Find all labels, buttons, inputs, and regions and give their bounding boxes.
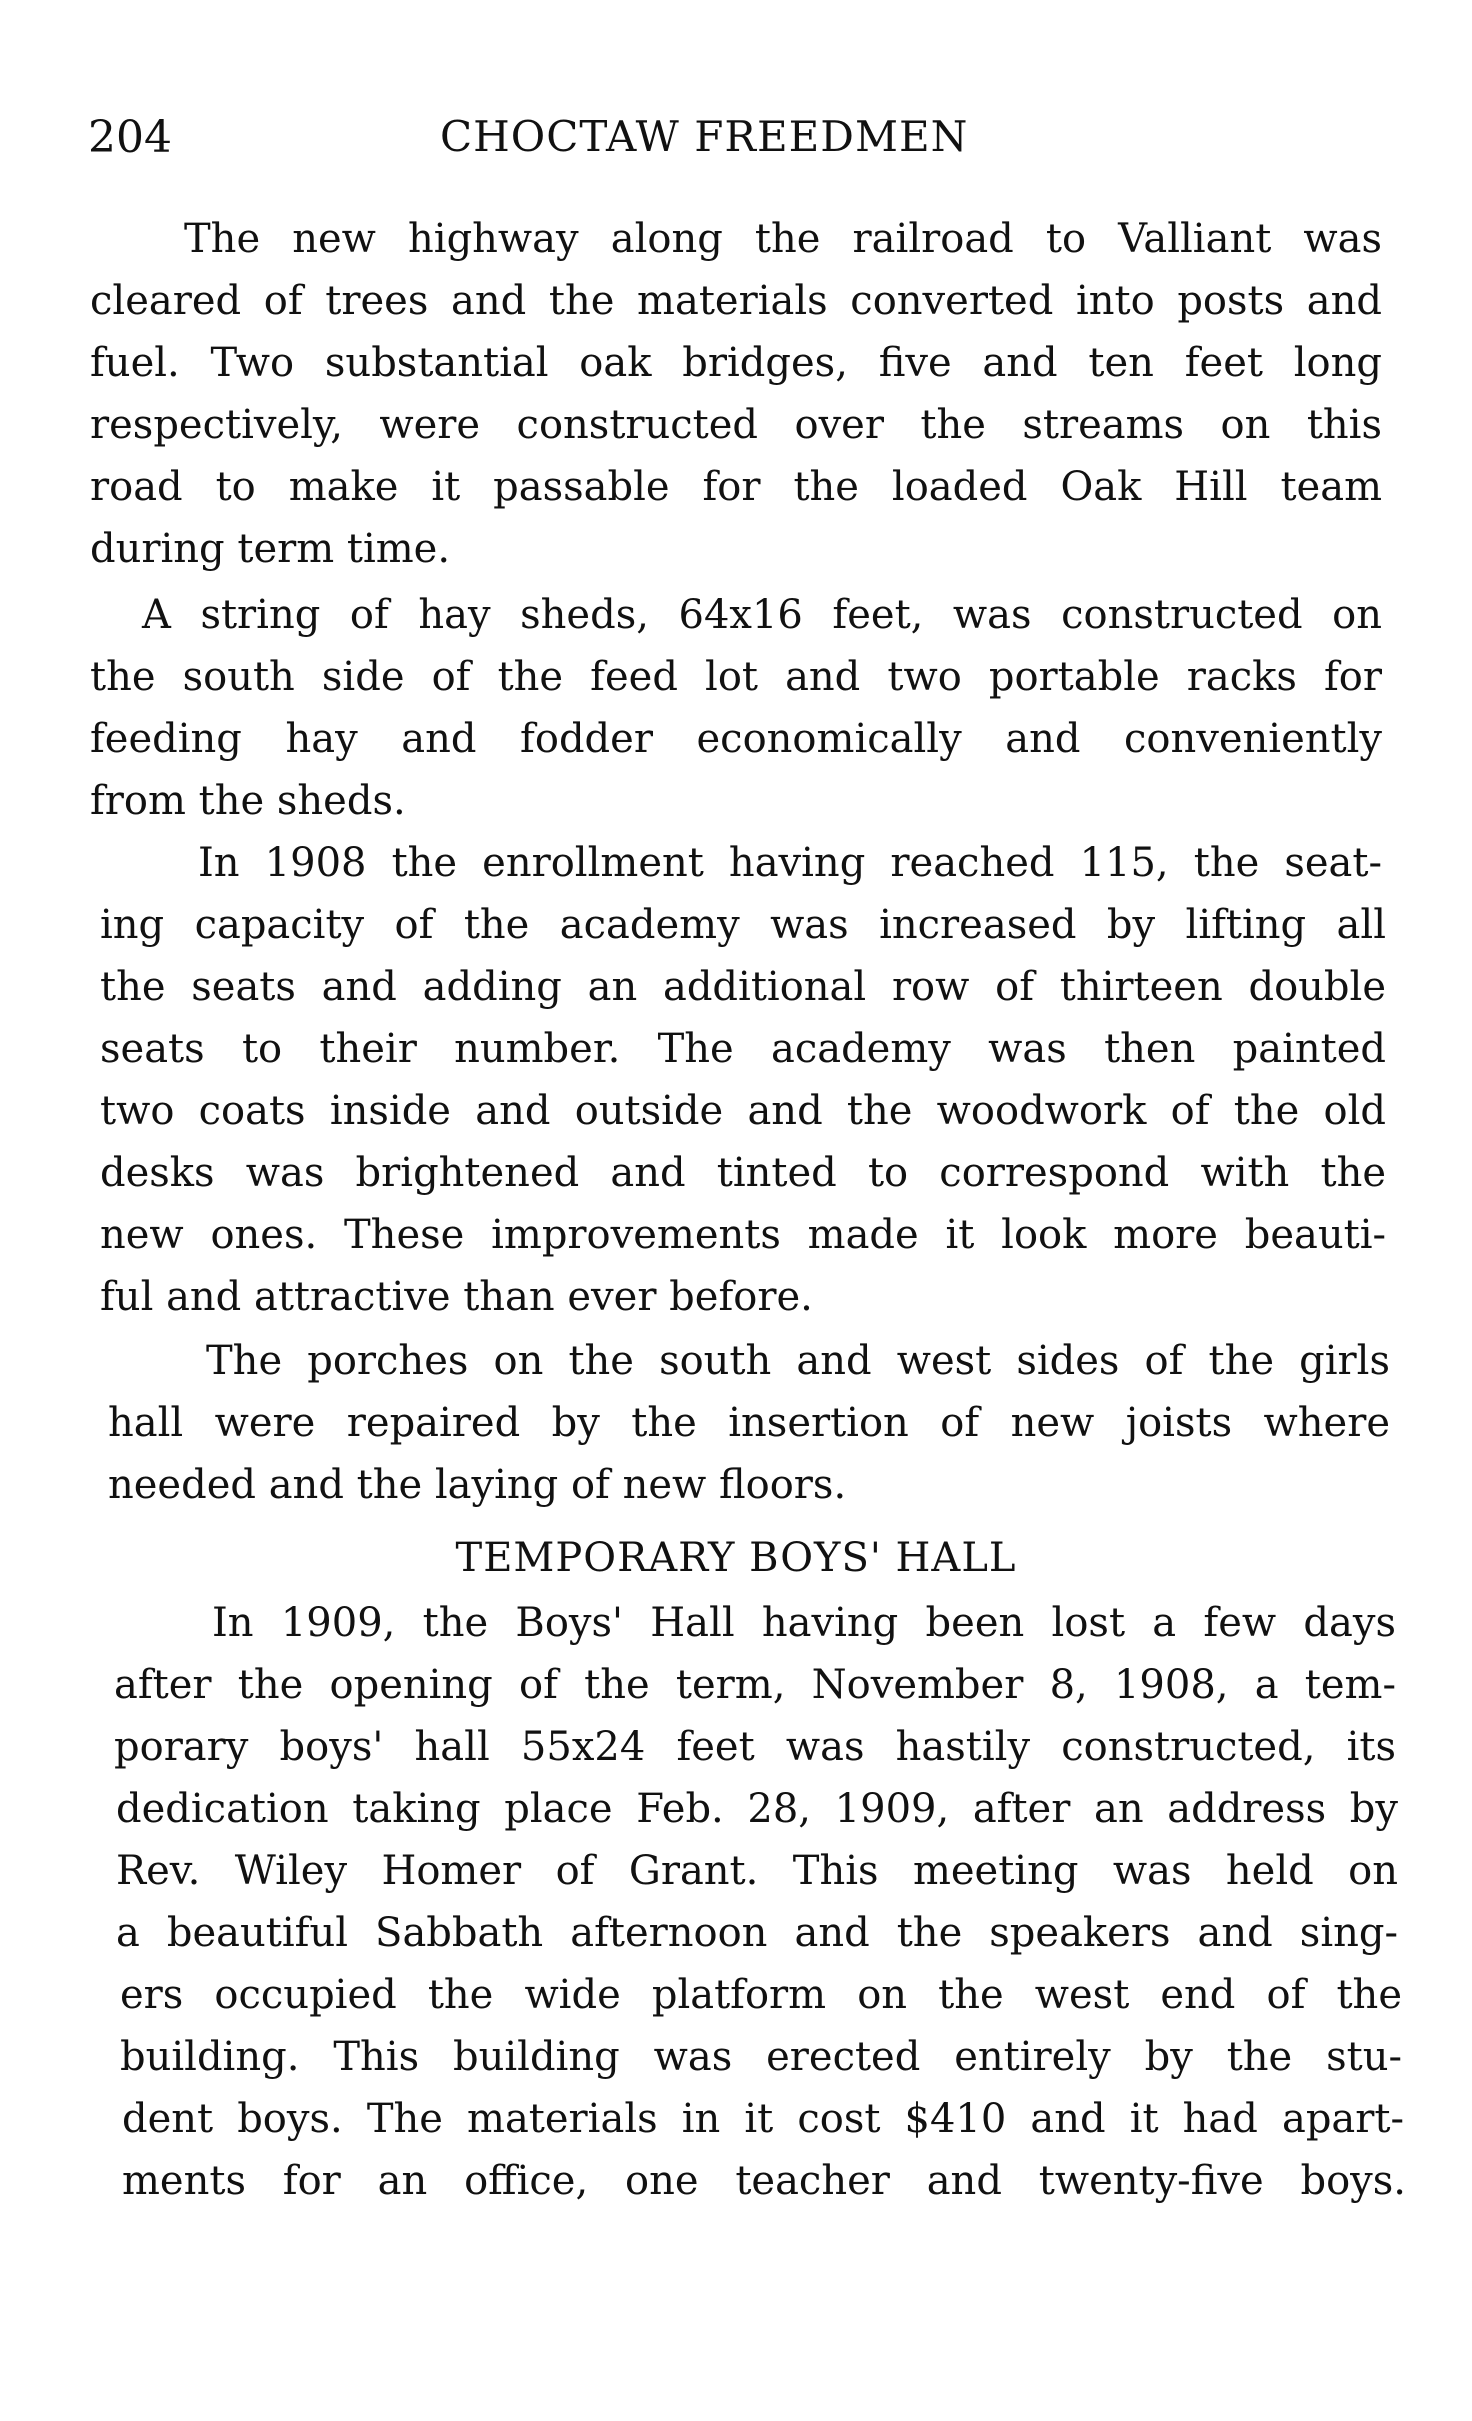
text-line: the seats and adding an additional row of thirteen double: [100, 964, 1386, 1010]
text-line: the south side of the feed lot and two portable racks for: [90, 654, 1382, 700]
text-line: The new highway along the railroad to Valliant was: [184, 216, 1382, 262]
text-line: from the sheds.: [90, 778, 406, 824]
text-line: porary boys' hall 55x24 feet was hastily constructed, its: [114, 1724, 1396, 1770]
section-heading: TEMPORARY BOYS' HALL: [455, 1535, 1017, 1581]
text-line: The porches on the south and west sides of the girls: [206, 1338, 1390, 1384]
running-title: CHOCTAW FREEDMEN: [440, 112, 969, 161]
text-line: desks was brightened and tinted to correspond with the: [100, 1150, 1386, 1196]
text-line: A string of hay sheds, 64x16 feet, was constructed on: [142, 592, 1382, 638]
text-line: ful and attractive than ever before.: [100, 1274, 813, 1320]
text-line: respectively, were constructed over the streams on this: [90, 402, 1382, 448]
text-line: cleared of trees and the materials converted into posts and: [90, 278, 1382, 324]
text-line: fuel. Two substantial oak bridges, five and ten feet long: [90, 340, 1382, 386]
text-line: seats to their number. The academy was then painted: [100, 1026, 1386, 1072]
text-line: ers occupied the wide platform on the west end of the: [120, 1972, 1402, 2018]
text-line: after the opening of the term, November 8, 1908, a tem-: [114, 1662, 1396, 1708]
text-line: In 1908 the enrollment having reached 115, the seat-: [198, 840, 1382, 886]
text-line: new ones. These improvements made it look more beauti-: [100, 1212, 1386, 1258]
text-line: dent boys. The materials in it cost $410 and it had apart-: [122, 2096, 1404, 2142]
text-line: dedication taking place Feb. 28, 1909, after an address by: [116, 1786, 1398, 1832]
text-line: during term time.: [90, 526, 451, 572]
text-line: needed and the laying of new floors.: [108, 1462, 847, 1508]
text-line: building. This building was erected entirely by the stu-: [120, 2034, 1402, 2080]
text-line: feeding hay and fodder economically and conveniently: [90, 716, 1382, 762]
text-line: ing capacity of the academy was increased by lifting all: [100, 902, 1386, 948]
text-line: a beautiful Sabbath afternoon and the speakers and sing-: [116, 1910, 1398, 1956]
text-line: two coats inside and outside and the woodwork of the old: [100, 1088, 1386, 1134]
text-line: Rev. Wiley Homer of Grant. This meeting was held on: [116, 1848, 1398, 1894]
text-line: ments for an office, one teacher and twenty-five boys.: [122, 2158, 1406, 2204]
text-line: hall were repaired by the insertion of new joists where: [108, 1400, 1390, 1446]
text-line: In 1909, the Boys' Hall having been lost a few days: [212, 1600, 1396, 1646]
text-line: road to make it passable for the loaded Oak Hill team: [90, 464, 1382, 510]
page-number: 204: [88, 112, 172, 163]
